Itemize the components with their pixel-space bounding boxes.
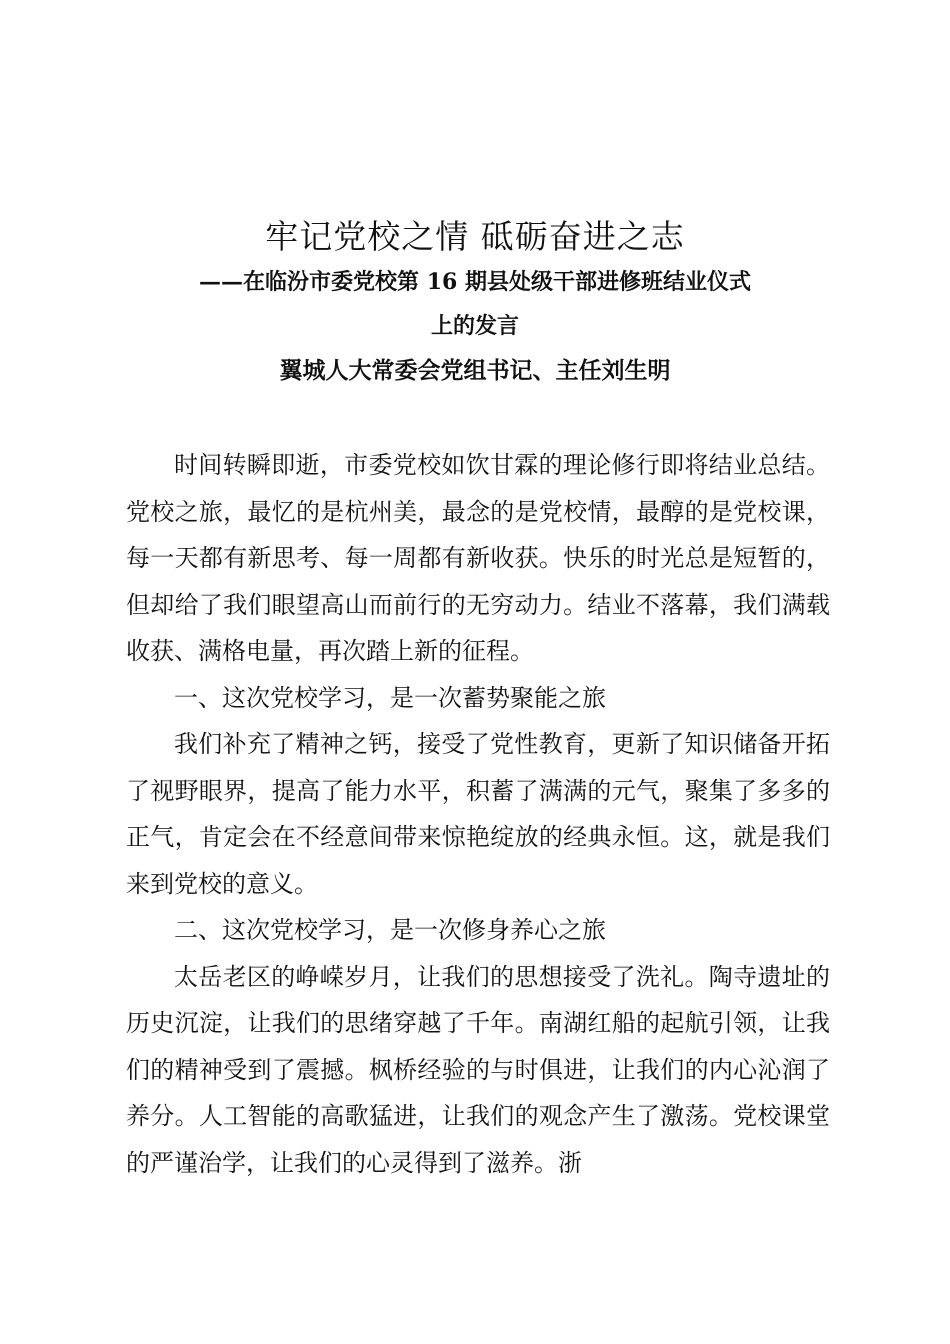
- document-subtitle-line2: 上的发言: [430, 313, 519, 339]
- heading-block: [120, 214, 830, 394]
- body-paragraph-3: 太岳老区的峥嵘岁月，让我们的思想接受了洗礼。陶寺遗址的历史沉淀，让我们的思绪穿越了千年。南湖红船的起航引领，让我们的精神受到了震撼。枫桥经验的与时俱进，让我们的内心沁润了养分。人工智能的高歌猛进，让我们的观念产生了激荡。党校课堂的严谨治学，让我们的心灵得到了滋养。浙: [126, 962, 830, 1177]
- section-heading-1: 一、这次党校学习，是一次蓄势聚能之旅: [174, 683, 606, 712]
- document-byline: 翼城人大常委会党组书记、主任刘生明: [279, 357, 671, 384]
- document-subtitle-line1: ——在临汾市委党校第 16 期县处级干部进修班结业仪式: [199, 269, 751, 295]
- body-paragraph-2: 我们补充了精神之钙，接受了党性教育，更新了知识储备开拓了视野眼界，提高了能力水平，积蓄了满满的元气，聚集了多多的正气，肯定会在不经意间带来惊艳绽放的经典永恒。这，就是我们来到党校的意义。: [126, 730, 830, 898]
- section-heading-2: 二、这次党校学习，是一次修身养心之旅: [174, 916, 606, 944]
- body-paragraph-1: 时间转瞬即逝，市委党校如饮甘霖的理论修行即将结业总结。党校之旅，最忆的是杭州美，最念的是党校情，最醇的是党校课，每一天都有新思考、每一周都有新收获。快乐的时光总是短暂的，但却给了我们眼望高山而前行的无穷动力。结业不落幕，我们满载收获、满格电量，再次踏上新的征程。: [126, 451, 830, 665]
- document-title: 牢记党校之情 砥砺奋进之志: [265, 217, 685, 256]
- document-body: [126, 442, 830, 1186]
